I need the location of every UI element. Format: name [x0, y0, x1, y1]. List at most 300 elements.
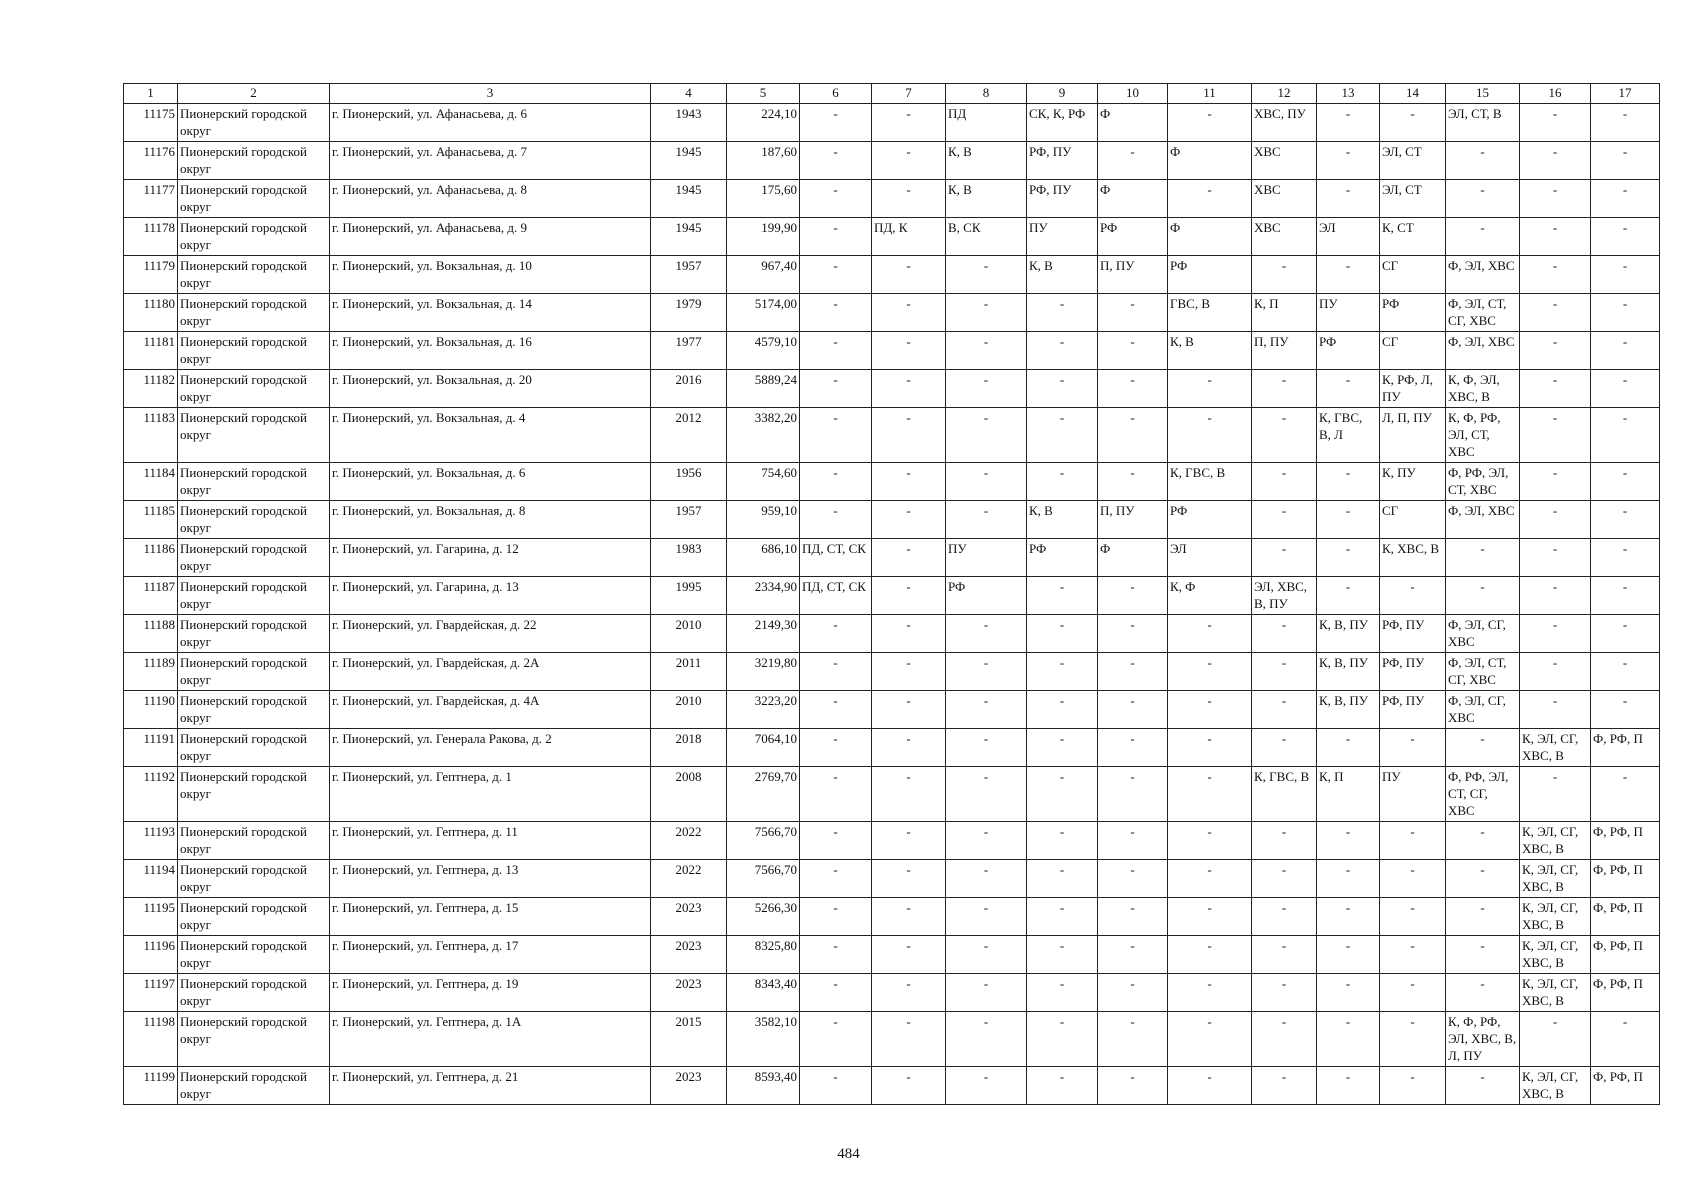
table-cell: - — [1168, 180, 1252, 218]
address-cell: г. Пионерский, ул. Гептнера, д. 11 — [330, 822, 651, 860]
table-cell: - — [1252, 408, 1317, 463]
row-number-cell: 11177 — [124, 180, 178, 218]
table-cell: - — [1168, 936, 1252, 974]
table-cell: Пионерский городской округ — [178, 691, 330, 729]
table-cell: - — [946, 822, 1027, 860]
table-cell: Пионерский городской округ — [178, 332, 330, 370]
table-cell: ХВС — [1252, 142, 1317, 180]
table-cell: 199,90 — [727, 218, 800, 256]
table-cell: - — [1317, 463, 1380, 501]
table-cell: - — [872, 729, 946, 767]
table-cell: - — [1098, 408, 1168, 463]
table-cell: РФ, ПУ — [1027, 180, 1098, 218]
table-cell: К, ЭЛ, СГ, ХВС, В — [1520, 898, 1591, 936]
table-cell: - — [946, 767, 1027, 822]
table-cell: Ф — [1098, 104, 1168, 142]
document-sheet — [123, 83, 1660, 1105]
table-cell: 8593,40 — [727, 1067, 800, 1105]
table-cell: 2011 — [651, 653, 727, 691]
table-cell: - — [946, 860, 1027, 898]
address-cell: г. Пионерский, ул. Афанасьева, д. 7 — [330, 142, 651, 180]
table-cell: К, В, ПУ — [1317, 615, 1380, 653]
table-cell: 1957 — [651, 256, 727, 294]
table-cell: - — [1168, 974, 1252, 1012]
table-cell: К, ЭЛ, СГ, ХВС, В — [1520, 860, 1591, 898]
table-row — [124, 691, 1660, 729]
table-row — [124, 974, 1660, 1012]
table-cell: 3219,80 — [727, 653, 800, 691]
table-cell: - — [1027, 294, 1098, 332]
table-row — [124, 539, 1660, 577]
table-cell: - — [1591, 501, 1660, 539]
row-number-cell: 11176 — [124, 142, 178, 180]
row-number-cell: 11183 — [124, 408, 178, 463]
table-cell: - — [1168, 408, 1252, 463]
table-cell: К, ЭЛ, СГ, ХВС, В — [1520, 936, 1591, 974]
table-cell: - — [872, 408, 946, 463]
table-cell: Пионерский городской округ — [178, 180, 330, 218]
table-cell: - — [1168, 1067, 1252, 1105]
table-cell: - — [946, 370, 1027, 408]
table-row — [124, 1067, 1660, 1105]
table-cell: - — [1317, 974, 1380, 1012]
table-cell: - — [800, 142, 872, 180]
table-cell: 2023 — [651, 936, 727, 974]
table-cell: Ф, ЭЛ, ХВС — [1446, 332, 1520, 370]
column-header: 8 — [946, 84, 1027, 104]
table-cell: - — [1168, 898, 1252, 936]
address-cell: г. Пионерский, ул. Гептнера, д. 13 — [330, 860, 651, 898]
table-cell: - — [946, 729, 1027, 767]
table-cell: ЭЛ, СТ — [1380, 142, 1446, 180]
table-cell: Пионерский городской округ — [178, 104, 330, 142]
table-cell: Пионерский городской округ — [178, 653, 330, 691]
table-cell: - — [1520, 294, 1591, 332]
table-cell: - — [1027, 898, 1098, 936]
table-cell: РФ — [1098, 218, 1168, 256]
table-cell: - — [1317, 822, 1380, 860]
table-cell: ЭЛ, ХВС, В, ПУ — [1252, 577, 1317, 615]
table-cell: ЭЛ — [1168, 539, 1252, 577]
table-cell: К, П — [1317, 767, 1380, 822]
address-cell: г. Пионерский, ул. Гептнера, д. 1 — [330, 767, 651, 822]
column-header: 7 — [872, 84, 946, 104]
table-cell: - — [1098, 1012, 1168, 1067]
table-cell: - — [800, 615, 872, 653]
table-cell: 224,10 — [727, 104, 800, 142]
table-cell: - — [1446, 142, 1520, 180]
table-cell: 1945 — [651, 218, 727, 256]
table-cell: - — [1380, 974, 1446, 1012]
table-cell: 959,10 — [727, 501, 800, 539]
table-cell: - — [946, 691, 1027, 729]
table-cell: - — [1446, 898, 1520, 936]
table-cell: - — [1520, 501, 1591, 539]
table-cell: - — [946, 294, 1027, 332]
table-cell: - — [1252, 729, 1317, 767]
row-number-cell: 11188 — [124, 615, 178, 653]
table-cell: К, Ф, РФ, ЭЛ, СТ, ХВС — [1446, 408, 1520, 463]
table-cell: ПУ — [1380, 767, 1446, 822]
table-cell: 2023 — [651, 1067, 727, 1105]
header-row — [124, 84, 1660, 104]
table-cell: Ф, ЭЛ, СГ, ХВС — [1446, 615, 1520, 653]
table-cell: ПД, СТ, СК — [800, 577, 872, 615]
address-cell: г. Пионерский, ул. Вокзальная, д. 6 — [330, 463, 651, 501]
table-cell: ПД, СТ, СК — [800, 539, 872, 577]
table-cell: - — [946, 332, 1027, 370]
table-row — [124, 332, 1660, 370]
address-cell: г. Пионерский, ул. Гвардейская, д. 4А — [330, 691, 651, 729]
table-row — [124, 1012, 1660, 1067]
table-cell: 3382,20 — [727, 408, 800, 463]
table-cell: - — [1098, 370, 1168, 408]
table-cell: - — [1380, 822, 1446, 860]
table-cell: - — [1446, 936, 1520, 974]
table-cell: 2022 — [651, 822, 727, 860]
row-number-cell: 11175 — [124, 104, 178, 142]
table-cell: - — [1252, 974, 1317, 1012]
table-cell: 1945 — [651, 142, 727, 180]
table-cell: 8325,80 — [727, 936, 800, 974]
table-cell: - — [1317, 370, 1380, 408]
table-cell: Пионерский городской округ — [178, 936, 330, 974]
table-cell: - — [1446, 218, 1520, 256]
table-cell: - — [1520, 104, 1591, 142]
table-cell: - — [1252, 501, 1317, 539]
table-cell: ГВС, В — [1168, 294, 1252, 332]
table-cell: - — [872, 463, 946, 501]
table-row — [124, 729, 1660, 767]
table-cell: - — [872, 822, 946, 860]
table-cell: - — [1317, 142, 1380, 180]
table-cell: - — [946, 1067, 1027, 1105]
table-cell: 2016 — [651, 370, 727, 408]
table-row — [124, 822, 1660, 860]
table-cell: Пионерский городской округ — [178, 974, 330, 1012]
table-cell: - — [1027, 1067, 1098, 1105]
row-number-cell: 11178 — [124, 218, 178, 256]
table-cell: Пионерский городской округ — [178, 370, 330, 408]
table-cell: 1977 — [651, 332, 727, 370]
table-cell: - — [872, 767, 946, 822]
table-row — [124, 294, 1660, 332]
table-cell: Пионерский городской округ — [178, 1067, 330, 1105]
table-row — [124, 501, 1660, 539]
table-cell: - — [1591, 104, 1660, 142]
table-cell: - — [1252, 615, 1317, 653]
table-cell: Ф, РФ, П — [1591, 729, 1660, 767]
table-cell: - — [1027, 822, 1098, 860]
table-cell: К, ЭЛ, СГ, ХВС, В — [1520, 822, 1591, 860]
table-cell: Пионерский городской округ — [178, 1012, 330, 1067]
row-number-cell: 11192 — [124, 767, 178, 822]
table-row — [124, 180, 1660, 218]
table-cell: - — [1252, 936, 1317, 974]
table-cell: 2769,70 — [727, 767, 800, 822]
table-cell: - — [1520, 653, 1591, 691]
table-cell: Пионерский городской округ — [178, 539, 330, 577]
table-cell: - — [800, 974, 872, 1012]
table-cell: К, В — [1027, 256, 1098, 294]
table-row — [124, 936, 1660, 974]
table-cell: - — [1520, 218, 1591, 256]
address-cell: г. Пионерский, ул. Гептнера, д. 21 — [330, 1067, 651, 1105]
table-cell: ХВС — [1252, 218, 1317, 256]
row-number-cell: 11181 — [124, 332, 178, 370]
table-cell: К, ЭЛ, СГ, ХВС, В — [1520, 1067, 1591, 1105]
table-cell: - — [1252, 539, 1317, 577]
table-cell: - — [1380, 1012, 1446, 1067]
table-cell: - — [946, 256, 1027, 294]
table-cell: - — [800, 408, 872, 463]
table-cell: 3223,20 — [727, 691, 800, 729]
table-cell: - — [1380, 104, 1446, 142]
table-cell: ПУ — [1317, 294, 1380, 332]
table-cell: - — [1027, 729, 1098, 767]
table-cell: - — [1591, 218, 1660, 256]
table-cell: - — [1098, 767, 1168, 822]
table-cell: - — [1591, 370, 1660, 408]
table-cell: - — [1317, 577, 1380, 615]
table-cell: - — [1591, 577, 1660, 615]
table-cell: Ф, ЭЛ, СГ, ХВС — [1446, 691, 1520, 729]
table-cell: Ф — [1168, 142, 1252, 180]
table-row — [124, 142, 1660, 180]
table-cell: - — [800, 653, 872, 691]
table-cell: - — [1098, 860, 1168, 898]
table-cell: ПУ — [946, 539, 1027, 577]
table-cell: - — [1591, 539, 1660, 577]
table-cell: - — [1520, 577, 1591, 615]
table-cell: - — [1252, 653, 1317, 691]
table-cell: - — [1252, 1067, 1317, 1105]
table-cell: - — [1252, 1012, 1317, 1067]
table-cell: - — [946, 501, 1027, 539]
table-cell: 1979 — [651, 294, 727, 332]
table-cell: - — [1520, 615, 1591, 653]
table-cell: 2018 — [651, 729, 727, 767]
table-cell: - — [1252, 370, 1317, 408]
table-cell: К, В — [1027, 501, 1098, 539]
table-cell: - — [946, 615, 1027, 653]
table-cell: Пионерский городской округ — [178, 218, 330, 256]
table-cell: - — [1520, 1012, 1591, 1067]
row-number-cell: 11195 — [124, 898, 178, 936]
table-cell: 2010 — [651, 691, 727, 729]
table-cell: 2023 — [651, 974, 727, 1012]
table-cell: - — [1591, 691, 1660, 729]
table-cell: - — [872, 370, 946, 408]
table-cell: - — [1446, 860, 1520, 898]
table-cell: Пионерский городской округ — [178, 408, 330, 463]
table-cell: К, Ф, ЭЛ, ХВС, В — [1446, 370, 1520, 408]
table-cell: Ф, РФ, П — [1591, 898, 1660, 936]
table-cell: ЭЛ — [1317, 218, 1380, 256]
table-cell: 1945 — [651, 180, 727, 218]
table-cell: - — [946, 463, 1027, 501]
table-cell: - — [872, 691, 946, 729]
table-cell: Ф, ЭЛ, СТ, СГ, ХВС — [1446, 294, 1520, 332]
address-cell: г. Пионерский, ул. Гвардейская, д. 2А — [330, 653, 651, 691]
buildings-table — [123, 83, 1660, 1105]
table-cell: - — [1252, 898, 1317, 936]
row-number-cell: 11193 — [124, 822, 178, 860]
table-cell: - — [800, 822, 872, 860]
table-cell: К, РФ, Л, ПУ — [1380, 370, 1446, 408]
table-cell: - — [1027, 332, 1098, 370]
table-cell: 2149,30 — [727, 615, 800, 653]
row-number-cell: 11189 — [124, 653, 178, 691]
table-cell: - — [872, 104, 946, 142]
table-cell: - — [1317, 1067, 1380, 1105]
row-number-cell: 11196 — [124, 936, 178, 974]
table-cell: Пионерский городской округ — [178, 729, 330, 767]
table-cell: - — [1591, 615, 1660, 653]
table-cell: - — [1027, 370, 1098, 408]
table-cell: - — [1317, 501, 1380, 539]
table-cell: - — [1380, 936, 1446, 974]
table-cell: - — [1098, 936, 1168, 974]
table-row — [124, 370, 1660, 408]
table-cell: - — [800, 256, 872, 294]
table-cell: - — [1520, 408, 1591, 463]
table-cell: - — [1168, 653, 1252, 691]
table-cell: - — [872, 860, 946, 898]
table-cell: - — [1520, 256, 1591, 294]
table-cell: 3582,10 — [727, 1012, 800, 1067]
table-row — [124, 860, 1660, 898]
table-cell: - — [1591, 1012, 1660, 1067]
column-header: 1 — [124, 84, 178, 104]
row-number-cell: 11197 — [124, 974, 178, 1012]
address-cell: г. Пионерский, ул. Вокзальная, д. 20 — [330, 370, 651, 408]
table-cell: Пионерский городской округ — [178, 822, 330, 860]
table-cell: - — [1168, 615, 1252, 653]
table-cell: - — [1098, 653, 1168, 691]
table-cell: К, ХВС, В — [1380, 539, 1446, 577]
row-number-cell: 11187 — [124, 577, 178, 615]
row-number-cell: 11190 — [124, 691, 178, 729]
table-cell: РФ — [946, 577, 1027, 615]
row-number-cell: 11186 — [124, 539, 178, 577]
table-cell: ХВС, ПУ — [1252, 104, 1317, 142]
table-cell: СГ — [1380, 256, 1446, 294]
table-cell: - — [1591, 463, 1660, 501]
address-cell: г. Пионерский, ул. Генерала Ракова, д. 2 — [330, 729, 651, 767]
table-cell: Ф, РФ, П — [1591, 1067, 1660, 1105]
row-number-cell: 11179 — [124, 256, 178, 294]
table-cell: - — [1027, 408, 1098, 463]
table-cell: - — [800, 501, 872, 539]
table-cell: - — [800, 691, 872, 729]
row-number-cell: 11198 — [124, 1012, 178, 1067]
table-cell: РФ — [1027, 539, 1098, 577]
table-cell: - — [800, 860, 872, 898]
table-cell: - — [946, 408, 1027, 463]
table-cell: - — [1168, 767, 1252, 822]
table-cell: - — [872, 653, 946, 691]
table-cell: - — [1446, 180, 1520, 218]
column-header: 11 — [1168, 84, 1252, 104]
table-cell: ХВС — [1252, 180, 1317, 218]
table-cell: Ф — [1098, 180, 1168, 218]
table-cell: Ф, ЭЛ, ХВС — [1446, 256, 1520, 294]
table-cell: - — [1027, 615, 1098, 653]
table-cell: - — [1098, 729, 1168, 767]
table-cell: - — [872, 898, 946, 936]
table-cell: РФ, ПУ — [1027, 142, 1098, 180]
table-cell: РФ, ПУ — [1380, 615, 1446, 653]
row-number-cell: 11180 — [124, 294, 178, 332]
table-cell: К, ГВС, В, Л — [1317, 408, 1380, 463]
table-cell: - — [1446, 577, 1520, 615]
table-cell: 7064,10 — [727, 729, 800, 767]
column-header: 12 — [1252, 84, 1317, 104]
table-cell: Пионерский городской округ — [178, 501, 330, 539]
table-cell: - — [1317, 104, 1380, 142]
table-cell: - — [1098, 294, 1168, 332]
table-cell: 2015 — [651, 1012, 727, 1067]
table-cell: - — [1027, 653, 1098, 691]
table-cell: - — [946, 936, 1027, 974]
table-cell: - — [872, 936, 946, 974]
table-cell: ЭЛ, СТ, В — [1446, 104, 1520, 142]
table-cell: 2008 — [651, 767, 727, 822]
column-header: 13 — [1317, 84, 1380, 104]
table-cell: 2012 — [651, 408, 727, 463]
table-row — [124, 256, 1660, 294]
table-cell: - — [1168, 860, 1252, 898]
table-cell: Пионерский городской округ — [178, 860, 330, 898]
table-cell: - — [1168, 691, 1252, 729]
table-cell: - — [1098, 615, 1168, 653]
table-cell: - — [800, 104, 872, 142]
table-cell: Л, П, ПУ — [1380, 408, 1446, 463]
table-cell: - — [1591, 767, 1660, 822]
table-row — [124, 898, 1660, 936]
address-cell: г. Пионерский, ул. Вокзальная, д. 10 — [330, 256, 651, 294]
table-cell: Ф, ЭЛ, СТ, СГ, ХВС — [1446, 653, 1520, 691]
table-cell: ПД, К — [872, 218, 946, 256]
table-row — [124, 218, 1660, 256]
table-cell: СГ — [1380, 332, 1446, 370]
table-cell: - — [1520, 691, 1591, 729]
table-cell: Ф — [1098, 539, 1168, 577]
table-cell: - — [1098, 142, 1168, 180]
table-cell: Пионерский городской округ — [178, 294, 330, 332]
table-cell: - — [1027, 577, 1098, 615]
table-cell: РФ — [1168, 501, 1252, 539]
column-header: 5 — [727, 84, 800, 104]
table-cell: - — [1027, 463, 1098, 501]
table-cell: РФ — [1168, 256, 1252, 294]
table-cell: 2022 — [651, 860, 727, 898]
table-cell: - — [800, 936, 872, 974]
table-cell: П, ПУ — [1252, 332, 1317, 370]
table-cell: - — [1098, 577, 1168, 615]
table-cell: - — [872, 501, 946, 539]
table-cell: П, ПУ — [1098, 256, 1168, 294]
table-cell: К, ГВС, В — [1252, 767, 1317, 822]
table-cell: 1957 — [651, 501, 727, 539]
table-cell: 7566,70 — [727, 822, 800, 860]
table-cell: - — [1317, 1012, 1380, 1067]
table-cell: - — [1380, 860, 1446, 898]
table-cell: - — [1591, 256, 1660, 294]
address-cell: г. Пионерский, ул. Вокзальная, д. 16 — [330, 332, 651, 370]
address-cell: г. Пионерский, ул. Гептнера, д. 19 — [330, 974, 651, 1012]
